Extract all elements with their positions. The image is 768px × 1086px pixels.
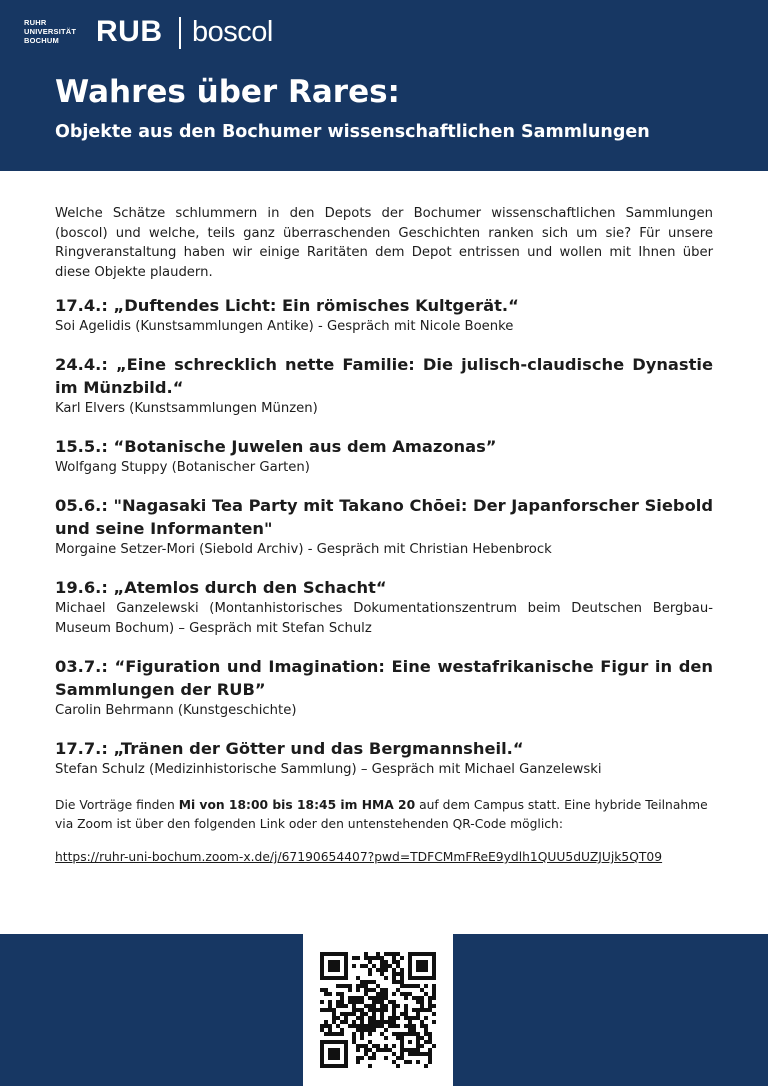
event-title: 03.7.: “Figuration und Imagination: Eine westafrikanische Figur in den Sammlungen der RUB” bbox=[55, 657, 713, 699]
page-subtitle: Objekte aus den Bochumer wissenschaftlichen Sammlungen bbox=[55, 122, 650, 142]
event-item bbox=[55, 655, 713, 721]
event-speaker: Soi Agelidis (Kunstsammlungen Antike) - Gespräch mit Nicole Boenke bbox=[55, 319, 514, 334]
event-title: 17.7.: „Tränen der Götter und das Bergmannsheil.“ bbox=[55, 739, 524, 758]
event-speaker: Morgaine Setzer-Mori (Siebold Archiv) - Gespräch mit Christian Hebenbrock bbox=[55, 542, 552, 557]
event-title: 05.6.: "Nagasaki Tea Party mit Takano Chōei: Der Japanforscher Siebold und seine Informanten" bbox=[55, 496, 713, 538]
header-banner bbox=[0, 0, 768, 171]
logo-line: UNIVERSITÄT bbox=[24, 27, 77, 36]
event-title: 15.5.: “Botanische Juwelen aus dem Amazonas” bbox=[55, 437, 497, 456]
rub-logo: RUB bbox=[96, 15, 163, 48]
venue-note-text: auf dem Campus statt. Eine hybride Teilnahme via Zoom ist über den folgenden Link oder den untenstehenden QR-Code möglich: bbox=[55, 798, 708, 831]
event-item bbox=[55, 353, 713, 419]
boscol-logo: boscol bbox=[192, 16, 273, 48]
qr-code-icon[interactable] bbox=[320, 952, 436, 1068]
zoom-link[interactable]: https://ruhr-uni-bochum.zoom-x.de/j/67190654407?pwd=TDFCMmFReE9ydlh1QUU5dUZJUjk5QT09 bbox=[55, 850, 663, 864]
venue-note-text: Die Vorträge finden bbox=[55, 798, 179, 812]
event-speaker: Michael Ganzelewski (Montanhistorisches Dokumentationszentrum beim Deutschen Bergbau-Museum Bochum) – Gespräch mit Stefan Schulz bbox=[55, 601, 713, 636]
event-item bbox=[55, 576, 713, 639]
ruhr-universitaet-logo bbox=[24, 18, 84, 45]
logo-line: BOCHUM bbox=[24, 36, 59, 45]
event-title: 19.6.: „Atemlos durch den Schacht“ bbox=[55, 578, 387, 597]
event-speaker: Wolfgang Stuppy (Botanischer Garten) bbox=[55, 460, 310, 475]
event-speaker: Karl Elvers (Kunstsammlungen Münzen) bbox=[55, 401, 318, 416]
qr-code-panel bbox=[303, 934, 453, 1086]
event-item bbox=[55, 435, 713, 478]
logo-line: RUHR bbox=[24, 18, 47, 27]
event-item bbox=[55, 737, 713, 780]
intro-paragraph: Welche Schätze schlummern in den Depots der Bochumer wissenschaftlichen Sammlungen (boscol) und welche, teils ganz überraschenden Geschichten ranken sich um sie? Für unsere Ringveranstaltung haben wir einige Raritäten dem Depot entrissen und wollen mit Ihnen über diese Objekte plaudern. bbox=[55, 206, 713, 280]
venue-note bbox=[55, 796, 713, 834]
page-title: Wahres über Rares: bbox=[55, 74, 400, 110]
event-item bbox=[55, 294, 713, 337]
event-speaker: Carolin Behrmann (Kunstgeschichte) bbox=[55, 703, 297, 718]
event-speaker: Stefan Schulz (Medizinhistorische Sammlung) – Gespräch mit Michael Ganzelewski bbox=[55, 762, 602, 777]
venue-time-place: Mi von 18:00 bis 18:45 im HMA 20 bbox=[178, 798, 416, 812]
logo-divider bbox=[179, 17, 181, 49]
event-item bbox=[55, 494, 713, 560]
main-content bbox=[55, 204, 713, 866]
event-title: 24.4.: „Eine schrecklich nette Familie: Die julisch-claudische Dynastie im Münzbild.“ bbox=[55, 355, 713, 397]
event-title: 17.4.: „Duftendes Licht: Ein römisches Kultgerät.“ bbox=[55, 296, 519, 315]
